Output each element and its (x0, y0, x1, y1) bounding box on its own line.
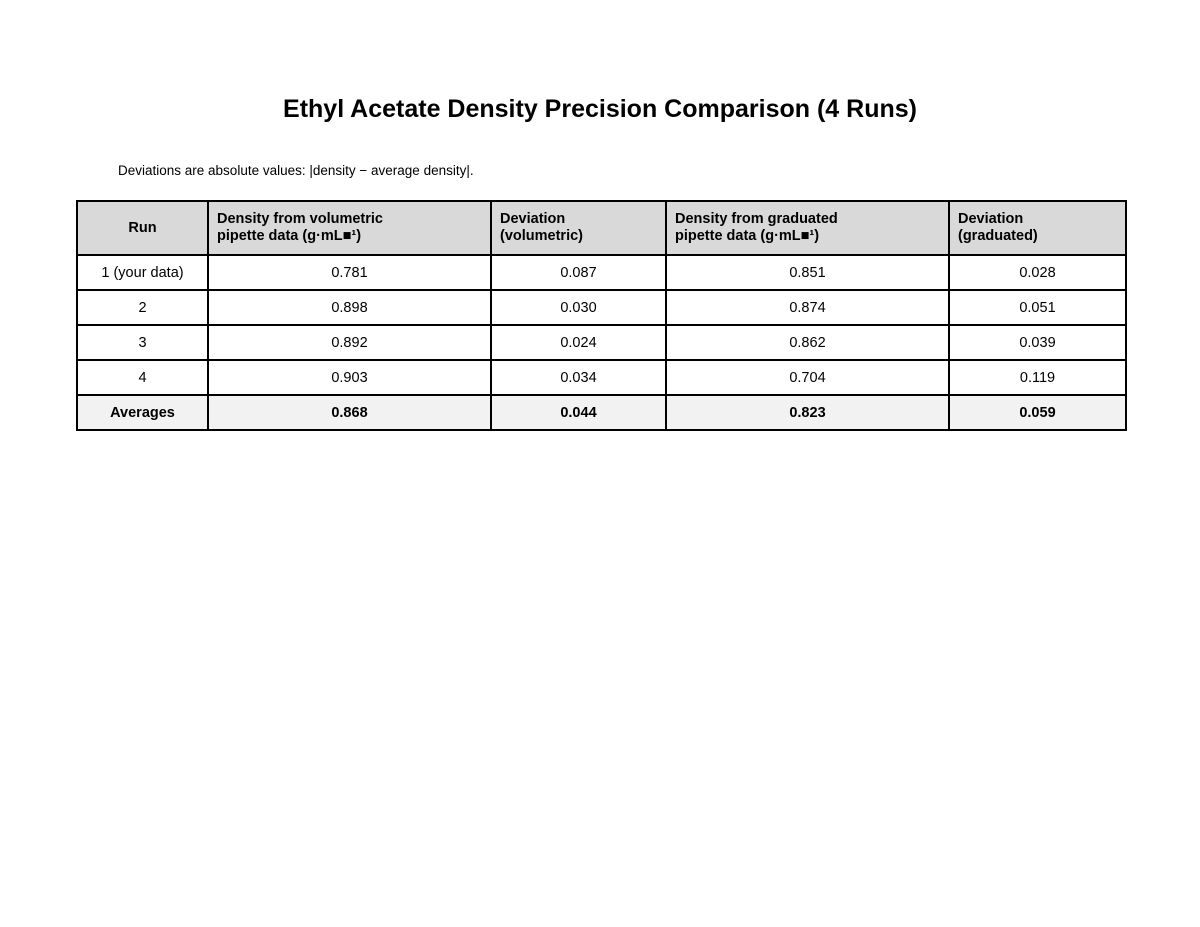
cell-volumetric-deviation: 0.087 (491, 255, 666, 290)
header-volumetric-deviation-line2: (volumetric) (500, 228, 583, 244)
header-graduated-deviation (949, 201, 1126, 255)
cell-run: 1 (your data) (77, 255, 208, 290)
cell-volumetric-deviation: 0.030 (491, 290, 666, 325)
table-row (77, 290, 1126, 325)
header-volumetric-density-line1: Density from volumetric (217, 211, 383, 227)
cell-volumetric-density: 0.781 (208, 255, 491, 290)
cell-averages-label: Averages (77, 395, 208, 430)
header-run (77, 201, 208, 255)
cell-run: 3 (77, 325, 208, 360)
cell-average-graduated-density: 0.823 (666, 395, 949, 430)
header-volumetric-deviation (491, 201, 666, 255)
cell-average-graduated-deviation: 0.059 (949, 395, 1126, 430)
cell-graduated-deviation: 0.039 (949, 325, 1126, 360)
header-volumetric-deviation-line1: Deviation (500, 211, 566, 227)
header-graduated-deviation-line2: (graduated) (958, 228, 1038, 244)
cell-volumetric-density: 0.898 (208, 290, 491, 325)
page-title: Ethyl Acetate Density Precision Comparison (4 Runs) (283, 95, 917, 123)
header-graduated-density-line1: Density from graduated (675, 211, 838, 227)
cell-graduated-deviation: 0.051 (949, 290, 1126, 325)
header-graduated-density-line2: pipette data (g·mL■¹) (675, 228, 820, 244)
cell-average-volumetric-deviation: 0.044 (491, 395, 666, 430)
cell-run: 2 (77, 290, 208, 325)
header-volumetric-density-line2: pipette data (g·mL■¹) (217, 228, 362, 244)
cell-volumetric-deviation: 0.024 (491, 325, 666, 360)
cell-volumetric-density: 0.892 (208, 325, 491, 360)
header-graduated-density (666, 201, 949, 255)
averages-row (77, 395, 1126, 430)
header-run-label: Run (128, 219, 157, 236)
cell-average-volumetric-density: 0.868 (208, 395, 491, 430)
table-header-row (77, 201, 1126, 255)
cell-graduated-density: 0.704 (666, 360, 949, 395)
table-row (77, 325, 1126, 360)
cell-run: 4 (77, 360, 208, 395)
table-row (77, 360, 1126, 395)
cell-graduated-density: 0.862 (666, 325, 949, 360)
cell-graduated-deviation: 0.028 (949, 255, 1126, 290)
table-row (77, 255, 1126, 290)
cell-volumetric-deviation: 0.034 (491, 360, 666, 395)
density-table (76, 200, 1127, 431)
cell-graduated-deviation: 0.119 (949, 360, 1126, 395)
cell-graduated-density: 0.874 (666, 290, 949, 325)
deviation-note: Deviations are absolute values: |density − average density|. (118, 163, 474, 178)
cell-volumetric-density: 0.903 (208, 360, 491, 395)
header-graduated-deviation-line1: Deviation (958, 211, 1024, 227)
header-volumetric-density (208, 201, 491, 255)
cell-graduated-density: 0.851 (666, 255, 949, 290)
